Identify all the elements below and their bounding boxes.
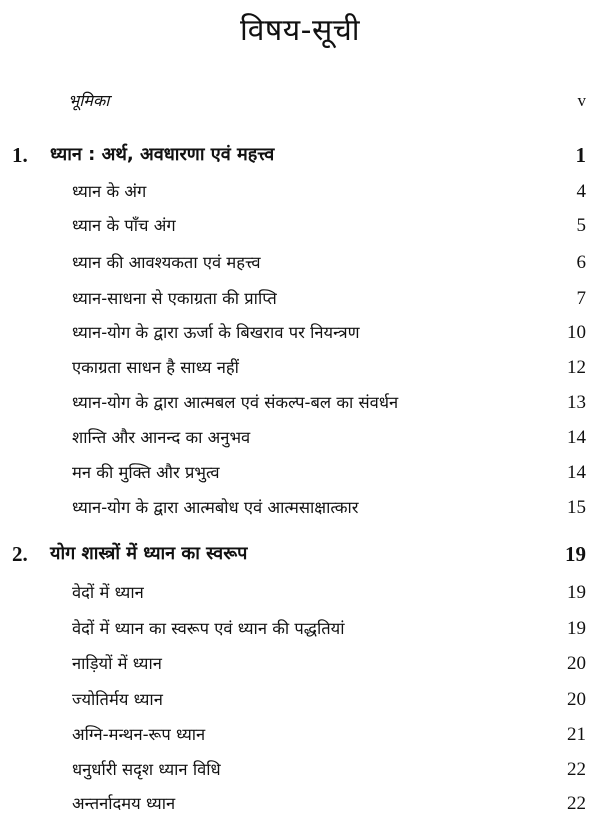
toc-entry-row[interactable] (0, 789, 600, 819)
toc-page-number: 21 (567, 724, 586, 745)
toc-page-number: 13 (567, 392, 586, 413)
toc-entry-label: अग्नि-मन्थन-रूप ध्यान (72, 725, 206, 744)
toc-entry-label: वेदों में ध्यान का स्वरूप एवं ध्यान की पद्धतियां (72, 619, 345, 638)
toc-page-number: 19 (565, 542, 586, 566)
toc-entry-label: ध्यान-योग के द्वारा आत्मबल एवं संकल्प-बल का संवर्धन (72, 393, 399, 412)
toc-chapter-row[interactable] (0, 140, 600, 170)
toc-entry-row[interactable] (0, 493, 600, 523)
toc-entry-label: मन की मुक्ति और प्रभुत्व (72, 463, 220, 482)
toc-page-number: 15 (567, 497, 586, 518)
toc-entry-row[interactable] (0, 248, 600, 278)
toc-entry-row[interactable] (0, 720, 600, 750)
toc-entry-row[interactable] (0, 614, 600, 644)
toc-entry-row[interactable] (0, 353, 600, 383)
toc-entry-row[interactable] (0, 458, 600, 488)
toc-entry-row[interactable] (0, 318, 600, 348)
toc-entry-label: ध्यान के अंग (72, 182, 147, 201)
toc-entry-row[interactable] (0, 177, 600, 207)
toc-entry-row[interactable] (0, 284, 600, 314)
toc-page-number: 19 (567, 618, 586, 639)
toc-entry-label: ध्यान-योग के द्वारा ऊर्जा के बिखराव पर नियन्त्रण (72, 323, 360, 342)
chapter-title: ध्यान : अर्थ, अवधारणा एवं महत्त्व (50, 144, 275, 165)
toc-entry-row[interactable] (0, 388, 600, 418)
toc-page-number: 20 (567, 689, 586, 710)
chapter-number: 2. (12, 542, 28, 566)
toc-page-number: 19 (567, 582, 586, 603)
toc-page-number: 22 (567, 793, 586, 814)
toc-page-number: 20 (567, 653, 586, 674)
toc-entry-row[interactable] (0, 685, 600, 715)
toc-entry-label: शान्ति और आनन्द का अनुभव (72, 428, 251, 447)
toc-page-number: 14 (567, 427, 586, 448)
toc-entry-row[interactable] (0, 578, 600, 608)
toc-entry-row[interactable] (0, 211, 600, 241)
toc-entry-row[interactable] (0, 649, 600, 679)
toc-page-number: 7 (576, 288, 586, 309)
toc-page-number: 5 (576, 215, 586, 236)
toc-entry-label: वेदों में ध्यान (72, 583, 144, 602)
toc-entry-label: ध्यान-योग के द्वारा आत्मबोध एवं आत्मसाक्षात्कार (72, 498, 359, 517)
toc-page-number: 12 (567, 357, 586, 378)
toc-entry-label: ज्योतिर्मय ध्यान (72, 690, 163, 709)
toc-page-number: 4 (576, 181, 586, 202)
toc-entry-row[interactable] (0, 423, 600, 453)
chapter-number: 1. (12, 143, 28, 167)
toc-preface-row[interactable] (0, 86, 600, 116)
toc-page-number: 14 (567, 462, 586, 483)
toc-entry-label: अन्तर्नादमय ध्यान (72, 794, 176, 813)
page-title: विषय-सूची (239, 13, 361, 48)
toc-entry-label: ध्यान की आवश्यकता एवं महत्त्व (72, 253, 261, 272)
toc-page-number: 1 (575, 143, 586, 167)
toc-entry-label: ध्यान-साधना से एकाग्रता की प्राप्ति (72, 289, 277, 308)
toc-preface-label: भूमिका (68, 91, 110, 110)
toc-entry-row[interactable] (0, 755, 600, 785)
toc-page-number: v (577, 91, 586, 110)
toc-page-number: 6 (576, 252, 586, 273)
toc-entry-label: ध्यान के पाँच अंग (72, 216, 176, 235)
chapter-title: योग शास्त्रों में ध्यान का स्वरूप (50, 543, 248, 564)
toc-entry-label: एकाग्रता साधन है साध्य नहीं (72, 358, 239, 377)
toc-page-number: 10 (567, 322, 586, 343)
toc-chapter-row[interactable] (0, 539, 600, 569)
toc-entry-label: धनुर्धारी सदृश ध्यान विधि (72, 760, 221, 779)
toc-entry-label: नाड़ियों में ध्यान (72, 654, 162, 673)
toc-page-number: 22 (567, 759, 586, 780)
